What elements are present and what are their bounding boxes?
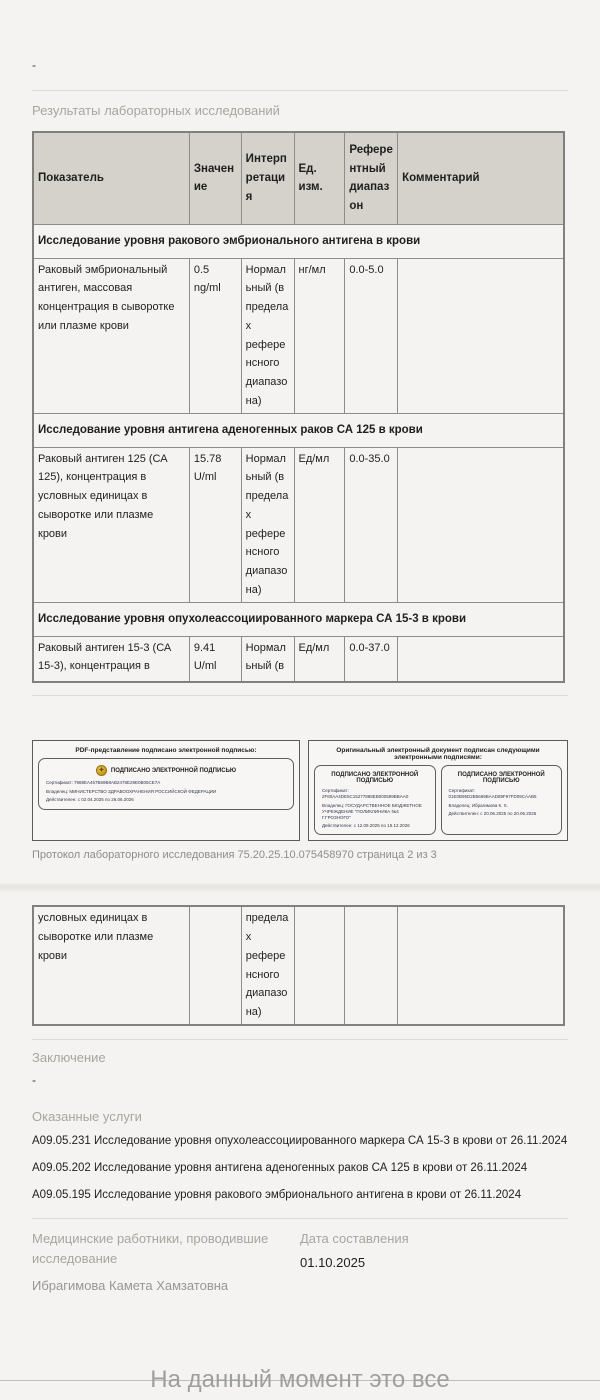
staff-label: Медицинские работники, проводившие исследование	[32, 1231, 269, 1267]
cell-indicator: Раковый эмбриональный антиген, массовая концентрация в сыворотке или плазме крови	[33, 258, 189, 413]
lab-results-table	[32, 131, 565, 683]
col-header-indicator: Показатель	[33, 132, 189, 224]
section-divider	[32, 1039, 568, 1040]
validity-line: Действителен: с 12.09.2025 по 15.12.2026	[322, 823, 410, 829]
cell-value: 15.78 U/ml	[189, 447, 241, 602]
cell-range: 0.0-5.0	[345, 258, 398, 413]
page-break-band	[0, 883, 600, 892]
lab-report-page	[0, 58, 600, 1393]
table-row	[33, 636, 564, 682]
service-item: А09.05.202 Исследование уровня антигена аденогенных раков СА 125 в крови от 26.11.2024	[32, 1161, 528, 1174]
services-label: Оказанные услуги	[32, 1108, 142, 1124]
cell-interpretation: Нормальный (в пределах референсного диапазона)	[241, 447, 294, 602]
signature-stamp	[314, 765, 436, 835]
section-title: Исследование уровня антигена аденогенных раков СА 125 в крови	[33, 413, 564, 447]
cell-value: 0.5 ng/ml	[189, 258, 241, 413]
cell-range	[345, 906, 398, 1025]
certificate-line: Сертификат: 7988EA457B69B8AB2478E29E0B05CE7A	[46, 780, 161, 785]
owner-line: Владелец: МИНИСТЕРСТВО ЗДРАВООХРАНЕНИЯ РОССИЙСКОЙ ФЕДЕРАЦИИ	[46, 788, 217, 794]
signature-stamp	[441, 765, 563, 835]
cell-indicator: условных единицах в сыворотке или плазме крови	[33, 906, 189, 1025]
original-signature-box-title: Оригинальный электронный документ подписан следующими электронными подписями:	[336, 747, 540, 761]
stamp-title: ПОДПИСАНО ЭЛЕКТРОННОЙ ПОДПИСЬЮ	[331, 772, 419, 784]
table-section-row	[33, 413, 564, 447]
cell-unit	[294, 906, 345, 1025]
owner-line: Владелец: Ибрагимова К. Х.	[448, 802, 508, 808]
date-value: 01.10.2025	[300, 1255, 366, 1271]
stamp-title: ПОДПИСАНО ЭЛЕКТРОННОЙ ПОДПИСЬЮ	[457, 772, 545, 784]
section-divider	[32, 695, 568, 696]
table-section-row	[33, 224, 564, 258]
cell-interpretation: пределах референсного диапазона)	[241, 906, 294, 1025]
conclusion-value: -	[32, 1072, 36, 1087]
russia-coat-of-arms-icon: ✦	[96, 765, 107, 776]
end-of-content-banner	[0, 1360, 600, 1400]
section-title: Исследование уровня ракового эмбрионального антигена в крови	[33, 224, 564, 258]
conclusion-label: Заключение	[32, 1049, 106, 1065]
signature-stamp	[38, 758, 294, 810]
pdf-signature-box-title: PDF-представление подписано электронной подписью:	[75, 747, 257, 754]
section-title: Исследование уровня опухолеассоциированного маркера СА 15-3 в крови	[33, 602, 564, 636]
cell-value	[189, 906, 241, 1025]
footer	[32, 1229, 568, 1293]
cell-unit: нг/мл	[294, 258, 345, 413]
col-header-unit: Ед. изм.	[294, 132, 345, 224]
cell-range: 0.0-37.0	[345, 636, 398, 682]
pdf-signature-box	[32, 740, 300, 841]
owner-line: Владелец: ГОСУДАРСТВЕННОЕ БЮДЖЕТНОЕ УЧРЕЖДЕНИЕ "ПОЛИКЛИНИКА №4 Г.ГРОЗНОГО"	[322, 802, 422, 820]
validity-line: Действителен: с 20.06.2025 по 20.06.2026	[448, 811, 537, 817]
service-item: А09.05.195 Исследование уровня ракового эмбрионального антигена в крови от 26.11.2024	[32, 1188, 522, 1201]
cell-value: 9.41 U/ml	[189, 636, 241, 682]
section-divider	[32, 1218, 568, 1219]
certificate-line: Сертификат: 01E0B95D2B5669BAAD89F97FD09CAAB5	[448, 788, 537, 800]
table-row	[33, 906, 564, 1025]
signature-block	[32, 740, 568, 841]
cell-indicator: Раковый антиген 15-3 (СА 15-3), концентрация в	[33, 636, 189, 682]
results-section-label: Результаты лабораторных исследований	[32, 103, 280, 118]
stamp-title: ПОДПИСАНО ЭЛЕКТРОННОЙ ПОДПИСЬЮ	[110, 767, 237, 774]
cell-range: 0.0-35.0	[345, 447, 398, 602]
validity-line: Действителен: с 02.04.2025 по 26.06.2026	[46, 797, 134, 803]
cell-comment	[398, 258, 564, 413]
cell-unit: Ед/мл	[294, 447, 345, 602]
staff-value-clipped: Ибрагимова Камета Хамзатовна	[32, 1277, 229, 1293]
table-header-row	[33, 132, 564, 224]
section-divider	[32, 90, 568, 91]
date-label: Дата составления	[300, 1231, 409, 1247]
table-row	[33, 258, 564, 413]
lab-results-table-continued	[32, 905, 565, 1026]
cell-comment	[398, 447, 564, 602]
certificate-line: Сертификат: 2F60AA4DE5C15277888EB000599BBAA0	[322, 788, 409, 800]
top-field-value: -	[32, 58, 36, 72]
table-row	[33, 447, 564, 602]
table-section-row	[33, 602, 564, 636]
protocol-page-line: Протокол лабораторного исследования 75.20.25.10.075458970 страница 2 из 3	[32, 849, 437, 862]
service-item: А09.05.231 Исследование уровня опухолеассоциированного маркера СА 15-3 в крови от 26.11.2024	[32, 1134, 568, 1147]
cell-comment	[398, 636, 564, 682]
col-header-comment: Комментарий	[398, 132, 564, 224]
cell-unit: Ед/мл	[294, 636, 345, 682]
cell-interpretation: Нормальный (в пределах референсного диапазона)	[241, 258, 294, 413]
banner-text: На данный момент это все	[150, 1366, 450, 1393]
cell-interpretation: Нормальный (в	[241, 636, 294, 682]
cell-indicator: Раковый антиген 125 (СА 125), концентрация в условных единицах в сыворотке или плазме крови	[33, 447, 189, 602]
original-signature-box	[308, 740, 568, 841]
col-header-range: Референтный диапазон	[345, 132, 398, 224]
cell-comment	[398, 906, 564, 1025]
col-header-value: Значение	[189, 132, 241, 224]
col-header-interpretation: Интерпретация	[241, 132, 294, 224]
